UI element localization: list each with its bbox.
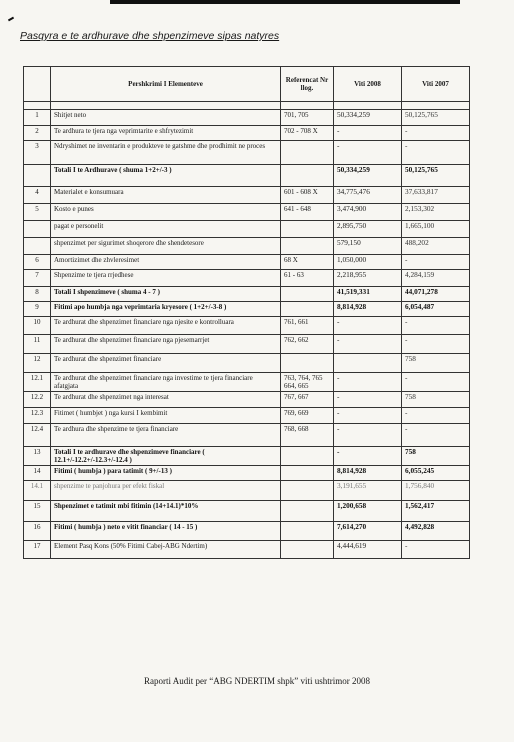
row-number: 4 bbox=[24, 187, 51, 204]
row-value-2007: 6,055,245 bbox=[402, 466, 470, 481]
row-number: 12.1 bbox=[24, 373, 51, 392]
row-number: 1 bbox=[24, 110, 51, 126]
page-title: Pasqyra e te ardhurave dhe shpenzimeve sipas natyres bbox=[20, 30, 280, 42]
row-value-2008: 1,200,658 bbox=[334, 501, 402, 522]
row-number bbox=[24, 238, 51, 255]
row-reference: 768, 668 bbox=[281, 424, 334, 447]
row-value-2008: 2,218,955 bbox=[334, 270, 402, 287]
table-row bbox=[24, 392, 470, 408]
row-reference bbox=[281, 238, 334, 255]
row-number: 2 bbox=[24, 126, 51, 141]
row-description: Amortizimet dhe zhvleresimet bbox=[51, 255, 281, 270]
row-number bbox=[24, 221, 51, 238]
row-description: shpenzime te panjohura per efekt fiskal bbox=[51, 481, 281, 501]
row-description: pagat e personelit bbox=[51, 221, 281, 238]
table-row bbox=[24, 255, 470, 270]
row-value-2008: 3,191,655 bbox=[334, 481, 402, 501]
row-value-2008: 2,895,750 bbox=[334, 221, 402, 238]
row-number: 16 bbox=[24, 522, 51, 541]
row-reference bbox=[281, 165, 334, 187]
row-description: Te ardhurat dhe shpenzimet financiare bbox=[51, 354, 281, 373]
row-number: 12.3 bbox=[24, 408, 51, 424]
row-value-2007: 1,562,417 bbox=[402, 501, 470, 522]
row-number bbox=[24, 165, 51, 187]
row-description: Shpenzimet e tatimit mbi fitimin (14+14.1)*10% bbox=[51, 501, 281, 522]
row-reference bbox=[281, 221, 334, 238]
table-row bbox=[24, 335, 470, 354]
table-row bbox=[24, 317, 470, 335]
row-value-2007: 758 bbox=[402, 392, 470, 408]
row-reference bbox=[281, 302, 334, 317]
row-description: Kosto e punes bbox=[51, 204, 281, 221]
row-value-2008: - bbox=[334, 447, 402, 466]
row-value-2008: - bbox=[334, 141, 402, 165]
row-value-2008: - bbox=[334, 408, 402, 424]
row-reference: 61 - 63 bbox=[281, 270, 334, 287]
row-reference: 701, 705 bbox=[281, 110, 334, 126]
row-value-2007: - bbox=[402, 335, 470, 354]
row-number: 9 bbox=[24, 302, 51, 317]
row-description: Ndryshimet ne inventarin e produkteve te gatshme dhe prodhimit ne proces bbox=[51, 141, 281, 165]
row-reference bbox=[281, 501, 334, 522]
table-row bbox=[24, 354, 470, 373]
row-description: Te ardhura dhe shpenzime te tjera financiare bbox=[51, 424, 281, 447]
table-row bbox=[24, 270, 470, 287]
row-value-2008: - bbox=[334, 317, 402, 335]
row-value-2007: 488,202 bbox=[402, 238, 470, 255]
header-number bbox=[24, 67, 51, 102]
row-description: Te ardhura te tjera nga veprimtarite e shfrytezimit bbox=[51, 126, 281, 141]
row-description: Element Pasq Kons (50% Fitimi Cabej-ABG Ndertim) bbox=[51, 541, 281, 559]
row-reference bbox=[281, 541, 334, 559]
row-value-2008: 4,444,619 bbox=[334, 541, 402, 559]
row-description: Fitimet ( humbjet ) nga kursi I kembimit bbox=[51, 408, 281, 424]
table-row bbox=[24, 204, 470, 221]
row-description: Te ardhurat dhe shpenzimet financiare nga investime te tjera financiare afatgjata bbox=[51, 373, 281, 392]
table-row bbox=[24, 287, 470, 302]
row-value-2008: 50,334,259 bbox=[334, 110, 402, 126]
table-row bbox=[24, 522, 470, 541]
table-row bbox=[24, 408, 470, 424]
footer-note: Raporti Audit per “ABG NDERTIM shpk” viti ushtrimor 2008 bbox=[144, 676, 370, 686]
row-value-2008: 7,614,270 bbox=[334, 522, 402, 541]
row-value-2007: 50,125,765 bbox=[402, 110, 470, 126]
row-description: Totali I te ardhurave dhe shpenzimeve financiare ( 12.1+/-12.2+/-12.3+/-12.4 ) bbox=[51, 447, 281, 466]
row-value-2007: 2,153,302 bbox=[402, 204, 470, 221]
table-header-row bbox=[24, 67, 470, 102]
row-value-2007: - bbox=[402, 424, 470, 447]
row-description: Fitimi ( humbja ) para tatimit ( 9+/-13 ) bbox=[51, 466, 281, 481]
row-value-2007: 4,492,828 bbox=[402, 522, 470, 541]
row-value-2008: - bbox=[334, 126, 402, 141]
row-description: Totali I shpenzimeve ( shuma 4 - 7 ) bbox=[51, 287, 281, 302]
row-number: 3 bbox=[24, 141, 51, 165]
row-number: 12.4 bbox=[24, 424, 51, 447]
row-value-2008: 50,334,259 bbox=[334, 165, 402, 187]
row-value-2007: 37,633,817 bbox=[402, 187, 470, 204]
row-reference: 762, 662 bbox=[281, 335, 334, 354]
header-reference: Referencat Nr llog. bbox=[281, 67, 334, 102]
row-reference: 761, 661 bbox=[281, 317, 334, 335]
row-number: 5 bbox=[24, 204, 51, 221]
row-reference bbox=[281, 481, 334, 501]
table-row bbox=[24, 373, 470, 392]
table-row bbox=[24, 110, 470, 126]
row-number: 11 bbox=[24, 335, 51, 354]
row-value-2007: - bbox=[402, 373, 470, 392]
scan-edge-mark bbox=[110, 0, 460, 4]
row-value-2008: 34,775,476 bbox=[334, 187, 402, 204]
row-value-2007: 758 bbox=[402, 354, 470, 373]
row-description: Materialet e konsumuara bbox=[51, 187, 281, 204]
row-value-2007: - bbox=[402, 317, 470, 335]
table-row bbox=[24, 126, 470, 141]
table-row bbox=[24, 501, 470, 522]
row-value-2007: 50,125,765 bbox=[402, 165, 470, 187]
row-number: 14.1 bbox=[24, 481, 51, 501]
row-value-2007: 4,284,159 bbox=[402, 270, 470, 287]
row-number: 10 bbox=[24, 317, 51, 335]
row-description: Te ardhurat dhe shpenzimet financiare nga njesite e kontrolluara bbox=[51, 317, 281, 335]
row-description: shpenzimet per sigurimet shoqerore dhe shendetesore bbox=[51, 238, 281, 255]
row-number: 14 bbox=[24, 466, 51, 481]
header-year-2008: Viti 2008 bbox=[334, 67, 402, 102]
row-value-2007: - bbox=[402, 126, 470, 141]
row-value-2008: - bbox=[334, 424, 402, 447]
row-reference bbox=[281, 522, 334, 541]
row-reference: 767, 667 bbox=[281, 392, 334, 408]
header-description: Pershkrimi I Elementeve bbox=[51, 67, 281, 102]
table-row bbox=[24, 165, 470, 187]
table-row bbox=[24, 466, 470, 481]
row-value-2007: 6,054,487 bbox=[402, 302, 470, 317]
row-value-2007: 1,756,840 bbox=[402, 481, 470, 501]
table-row bbox=[24, 424, 470, 447]
row-value-2008: - bbox=[334, 373, 402, 392]
table-row bbox=[24, 187, 470, 204]
table-row bbox=[24, 447, 470, 466]
row-description: Te ardhurat dhe shpenzimet nga interesat bbox=[51, 392, 281, 408]
row-number: 15 bbox=[24, 501, 51, 522]
table-row bbox=[24, 541, 470, 559]
row-description: Fitimi ( humbja ) neto e vitit financiar ( 14 - 15 ) bbox=[51, 522, 281, 541]
row-description: Te ardhurat dhe shpenzimet financiare nga pjesemarrjet bbox=[51, 335, 281, 354]
table-row bbox=[24, 481, 470, 501]
row-reference bbox=[281, 447, 334, 466]
row-number: 6 bbox=[24, 255, 51, 270]
row-description: Shitjet neto bbox=[51, 110, 281, 126]
row-value-2007: - bbox=[402, 141, 470, 165]
row-value-2008: 3,474,900 bbox=[334, 204, 402, 221]
row-number: 7 bbox=[24, 270, 51, 287]
row-value-2007: - bbox=[402, 408, 470, 424]
table-row bbox=[24, 238, 470, 255]
row-description: Fitimi apo humbja nga veprimtaria kryesore ( 1+2+/-3-8 ) bbox=[51, 302, 281, 317]
row-value-2007: 1,665,100 bbox=[402, 221, 470, 238]
row-value-2007: - bbox=[402, 541, 470, 559]
row-value-2008: 8,814,928 bbox=[334, 302, 402, 317]
row-value-2007: - bbox=[402, 255, 470, 270]
scan-corner-mark bbox=[8, 17, 14, 22]
row-value-2008: - bbox=[334, 335, 402, 354]
row-value-2008: 8,814,928 bbox=[334, 466, 402, 481]
row-value-2008 bbox=[334, 354, 402, 373]
row-reference: 702 - 708 X bbox=[281, 126, 334, 141]
row-reference: 68 X bbox=[281, 255, 334, 270]
row-value-2007: 758 bbox=[402, 447, 470, 466]
row-value-2008: 41,519,331 bbox=[334, 287, 402, 302]
row-number: 17 bbox=[24, 541, 51, 559]
table-row bbox=[24, 221, 470, 238]
row-reference bbox=[281, 354, 334, 373]
row-reference: 769, 669 bbox=[281, 408, 334, 424]
row-number: 12 bbox=[24, 354, 51, 373]
row-reference: 641 - 648 bbox=[281, 204, 334, 221]
row-value-2007: 44,071,278 bbox=[402, 287, 470, 302]
row-number: 8 bbox=[24, 287, 51, 302]
row-reference bbox=[281, 466, 334, 481]
row-reference: 601 - 608 X bbox=[281, 187, 334, 204]
row-number: 13 bbox=[24, 447, 51, 466]
row-reference: 763, 764, 765 664, 665 bbox=[281, 373, 334, 392]
table-body bbox=[24, 110, 470, 559]
header-spacer-row bbox=[24, 102, 470, 110]
row-description: Totali I te Ardhurave ( shuma 1+2+/-3 ) bbox=[51, 165, 281, 187]
row-value-2008: 1,050,000 bbox=[334, 255, 402, 270]
table-row bbox=[24, 141, 470, 165]
header-year-2007: Viti 2007 bbox=[402, 67, 470, 102]
row-reference bbox=[281, 287, 334, 302]
row-value-2008: - bbox=[334, 392, 402, 408]
row-value-2008: 579,150 bbox=[334, 238, 402, 255]
income-statement-table bbox=[23, 66, 470, 559]
table-row bbox=[24, 302, 470, 317]
row-description: Shpenzime te tjera rrjedhese bbox=[51, 270, 281, 287]
row-reference bbox=[281, 141, 334, 165]
row-number: 12.2 bbox=[24, 392, 51, 408]
